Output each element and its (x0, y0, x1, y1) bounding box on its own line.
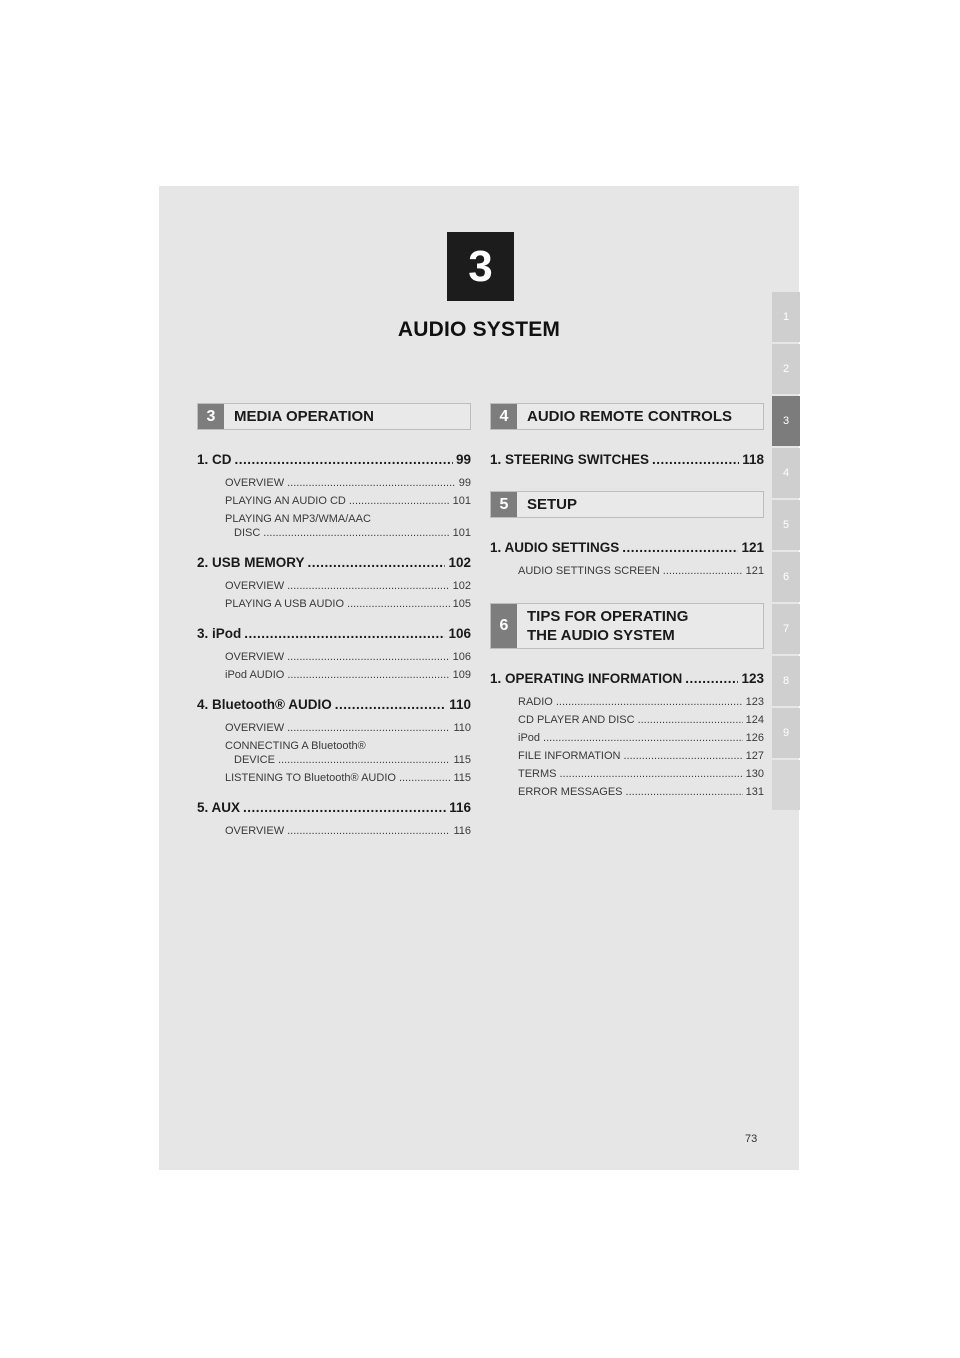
section-header (197, 403, 471, 430)
chapter-number-box (447, 232, 514, 301)
toc-subentry[interactable]: OVERVIEW ..... 106 (197, 651, 471, 663)
toc-subentry[interactable]: RADIO ..... 123 (490, 696, 764, 708)
chapter-number: 3 (468, 241, 493, 291)
toc-right-column (490, 403, 764, 798)
toc-subentry[interactable]: ERROR MESSAGES ..... 131 (490, 786, 764, 798)
section-number: 6 (491, 604, 517, 648)
toc-entry[interactable]: 1. CD ..... 99 (197, 452, 471, 467)
toc-entry[interactable]: 2. USB MEMORY ..... 102 (197, 555, 471, 570)
page-number: 73 (745, 1133, 758, 1145)
tab-1[interactable]: 1 (772, 292, 800, 342)
section-header (490, 491, 764, 518)
toc-subentry[interactable]: TERMS ..... 130 (490, 768, 764, 780)
tab-7[interactable]: 7 (772, 604, 800, 654)
toc-subentry[interactable]: OVERVIEW ..... 99 (197, 477, 471, 489)
toc-subentry[interactable]: FILE INFORMATION ..... 127 (490, 750, 764, 762)
section-title: MEDIA OPERATION (234, 408, 375, 425)
toc-subentry[interactable]: iPod ..... 126 (490, 732, 764, 744)
tab-9[interactable]: 9 (772, 708, 800, 758)
section-header (490, 603, 764, 649)
toc-entry[interactable]: 4. Bluetooth® AUDIO ..... 110 (197, 697, 471, 712)
toc-subentry[interactable]: PLAYING AN AUDIO CD ..... 101 (197, 495, 471, 507)
toc-entry[interactable]: 1. AUDIO SETTINGS ..... 121 (490, 540, 764, 555)
toc-subentry[interactable]: OVERVIEW ..... 110 (197, 722, 471, 734)
toc-entry[interactable]: 1. OPERATING INFORMATION ..... 123 (490, 671, 764, 686)
tab-2[interactable]: 2 (772, 344, 800, 394)
toc-subentry[interactable]: LISTENING TO Bluetooth® AUDIO ..... 115 (197, 772, 471, 784)
section-header (490, 403, 764, 430)
tab-8[interactable]: 8 (772, 656, 800, 706)
tab-3[interactable]: 3 (772, 396, 800, 446)
toc-subentry[interactable]: AUDIO SETTINGS SCREEN ..... 121 (490, 565, 764, 577)
tab-6[interactable]: 6 (772, 552, 800, 602)
toc-subentry[interactable]: PLAYING A USB AUDIO ..... 105 (197, 598, 471, 610)
section-number: 4 (491, 404, 517, 429)
section-number: 3 (198, 404, 224, 429)
chapter-title: AUDIO SYSTEM (397, 318, 561, 341)
section-title: SETUP (527, 496, 578, 513)
toc-subentry[interactable]: PLAYING AN MP3/WMA/AAC DISC ..... 101 (197, 513, 471, 539)
tab-4[interactable]: 4 (772, 448, 800, 498)
section-number: 5 (491, 492, 517, 517)
tab-5[interactable]: 5 (772, 500, 800, 550)
toc-entry[interactable]: 1. STEERING SWITCHES ..... 118 (490, 452, 764, 467)
toc-subentry[interactable]: OVERVIEW ..... 102 (197, 580, 471, 592)
toc-subentry[interactable]: CONNECTING A Bluetooth® DEVICE ..... 115 (197, 740, 471, 766)
toc-subentry[interactable]: CD PLAYER AND DISC ..... 124 (490, 714, 764, 726)
section-title: TIPS FOR OPERATING THE AUDIO SYSTEM (527, 608, 689, 644)
toc-entry[interactable]: 3. iPod ..... 106 (197, 626, 471, 641)
tab-blank (772, 760, 800, 810)
toc-left-column (197, 403, 471, 837)
toc-subentry[interactable]: OVERVIEW ..... 116 (197, 825, 471, 837)
section-title: AUDIO REMOTE CONTROLS (527, 408, 732, 425)
chapter-tabs (772, 292, 800, 812)
toc-subentry[interactable]: iPod AUDIO ..... 109 (197, 669, 471, 681)
toc-entry[interactable]: 5. AUX ..... 116 (197, 800, 471, 815)
